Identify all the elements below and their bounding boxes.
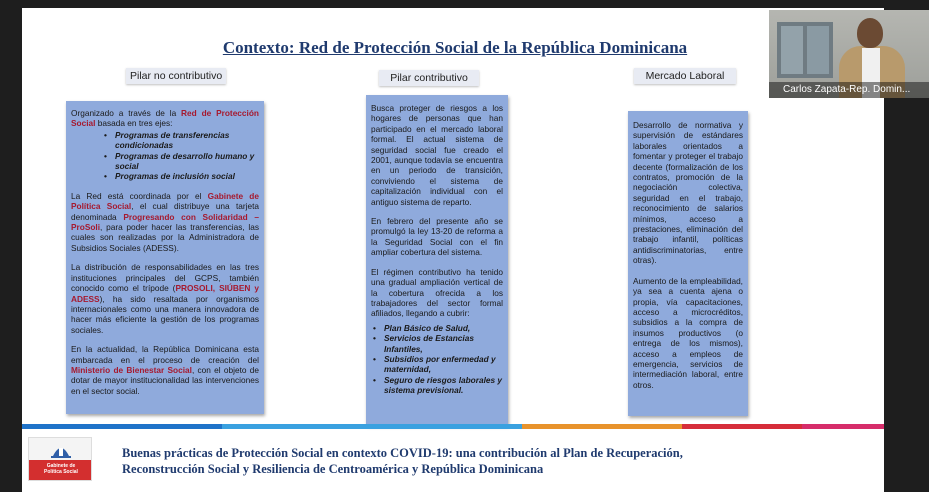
card-non-contributory (66, 101, 264, 414)
text: ), ha sido resaltada por organismos internacionales como una manera innovadora de hacer más eficiente la gestión de los programas sociales. (71, 293, 259, 335)
stripe-segment (802, 424, 884, 429)
participant-video-tile[interactable] (769, 10, 929, 98)
color-stripe (22, 424, 884, 429)
text: Organizado a través de la (71, 108, 182, 118)
card2-paragraph-1: Busca proteger de riesgos a los hogares de personas que han participado en el mercado laboral formal. El actual sistema de seguridad social fue creado el 2001, aunque todavía se encuentra en un periodo de transición, conviviendo el sistema de capitalización individual con el antiguo sistema de reparto. (371, 103, 503, 207)
card2-paragraph-3: El régimen contributivo ha tenido una gradual ampliación vertical de la cobertura ofrecida a los trabajadores del sector formal afiliados, llegando a cubrir: (371, 266, 503, 319)
footer-title (122, 445, 822, 477)
footer-line: Buenas prácticas de Protección Social en contexto COVID-19: una contribución al Plan de Recuperación, (122, 446, 683, 460)
list-item: • Seguro de riesgos laborales y sistema previsional. (371, 375, 503, 396)
highlight-text: Progresando con Solidaridad – ProSoli (71, 211, 259, 233)
pillar-label-contributory: Pilar contributivo (379, 70, 479, 86)
text: , para poder hacer las transferencias, las cuales son realizadas por la Administradora de Subsidios Sociales (ADESS). (71, 222, 259, 253)
card-labor-market (628, 111, 748, 416)
gabinete-logo (28, 437, 92, 481)
pillar-label-labor-market: Mercado Laboral (634, 68, 736, 84)
text: , con el objeto de dotar de mayor institucionalidad las intervenciones en el sector social. (71, 364, 259, 396)
text: La distribución de responsabilidades en las tres instituciones principales del GCPS, también conocido como el trípode ( (71, 262, 259, 294)
list-item: • Subsidios por enfermedad y maternidad, (371, 354, 503, 375)
card3-paragraph-1: Desarrollo de normativa y supervisión de estándares laborales orientados a fomentar y proteger el trabajo decente (formalización de los contratos, promoción de la negociación colectiva, seguridad en el trabajo, reconocimiento de salarios mínimos, acceso a prestaciones, eliminación del trabajo infantil, políticas antidiscriminatorias, entre otras). (633, 120, 743, 266)
stripe-segment (222, 424, 522, 429)
text: En la actualidad, la República Dominicana esta embarcada en el proceso de creación del (71, 344, 259, 365)
card1-paragraph-3 (71, 262, 259, 335)
stripe-segment (22, 424, 222, 429)
list-item: • Programas de desarrollo humano y social (71, 151, 259, 172)
list-item: • Plan Básico de Salud, (371, 323, 503, 333)
card1-paragraph-1 (71, 108, 259, 129)
list-item: • Programas de transferencias condicionadas (71, 130, 259, 151)
card1-bullet-list (71, 130, 259, 182)
participant-head (857, 18, 883, 48)
pillar-label-non-contributory: Pilar no contributivo (126, 68, 226, 84)
seal-icon (51, 442, 71, 458)
text: La Red está coordinada por el (71, 190, 208, 201)
logo-text (29, 463, 92, 475)
stripe-segment (522, 424, 682, 429)
logo-text-line: Gabinete de (46, 463, 76, 469)
text: , el cual distribuye una tarjeta denominada (71, 201, 259, 222)
list-item: • Programas de inclusión social (71, 171, 259, 181)
highlight-text: Ministerio de Bienestar Social (71, 364, 192, 375)
slide-title: Contexto: Red de Protección Social de la República Dominicana (222, 38, 688, 57)
highlight-text: Gabinete de Política Social (71, 190, 259, 212)
list-item: • Servicios de Estancias Infantiles, (371, 333, 503, 354)
card1-paragraph-2 (71, 191, 259, 253)
participant-name: Carlos Zapata-Rep. Domin... (769, 82, 929, 98)
logo-text-line: Política Social (44, 469, 78, 475)
text: basada en tres ejes: (95, 118, 173, 129)
card2-bullet-list (371, 323, 503, 396)
card-contributory (366, 95, 508, 425)
presentation-slide (22, 8, 884, 492)
footer-line: Reconstrucción Social y Resiliencia de Centroamérica y República Dominicana (122, 462, 544, 476)
stripe-segment (682, 424, 802, 429)
card3-paragraph-2: Aumento de la empleabilidad, ya sea a cuenta ajena o propia, vía capacitaciones, acceso a microcréditos, subsidios a la compra de insumos productivos (o entrega de los mismos), acceso a empleos de emergencia, servicios de intermediación laboral, entre otros. (633, 275, 743, 390)
video-window-pane (807, 26, 829, 74)
card1-paragraph-4 (71, 344, 259, 396)
highlight-text: Red de Protección Social (71, 108, 259, 129)
highlight-text: PROSOLI, SIÚBEN y ADESS (71, 283, 260, 304)
video-window-pane (781, 26, 803, 74)
card2-paragraph-2: En febrero del presente año se promulgó la ley 13-20 de reforma a la Seguridad Social con el fin ampliar cobertura del sistema. (371, 216, 503, 258)
